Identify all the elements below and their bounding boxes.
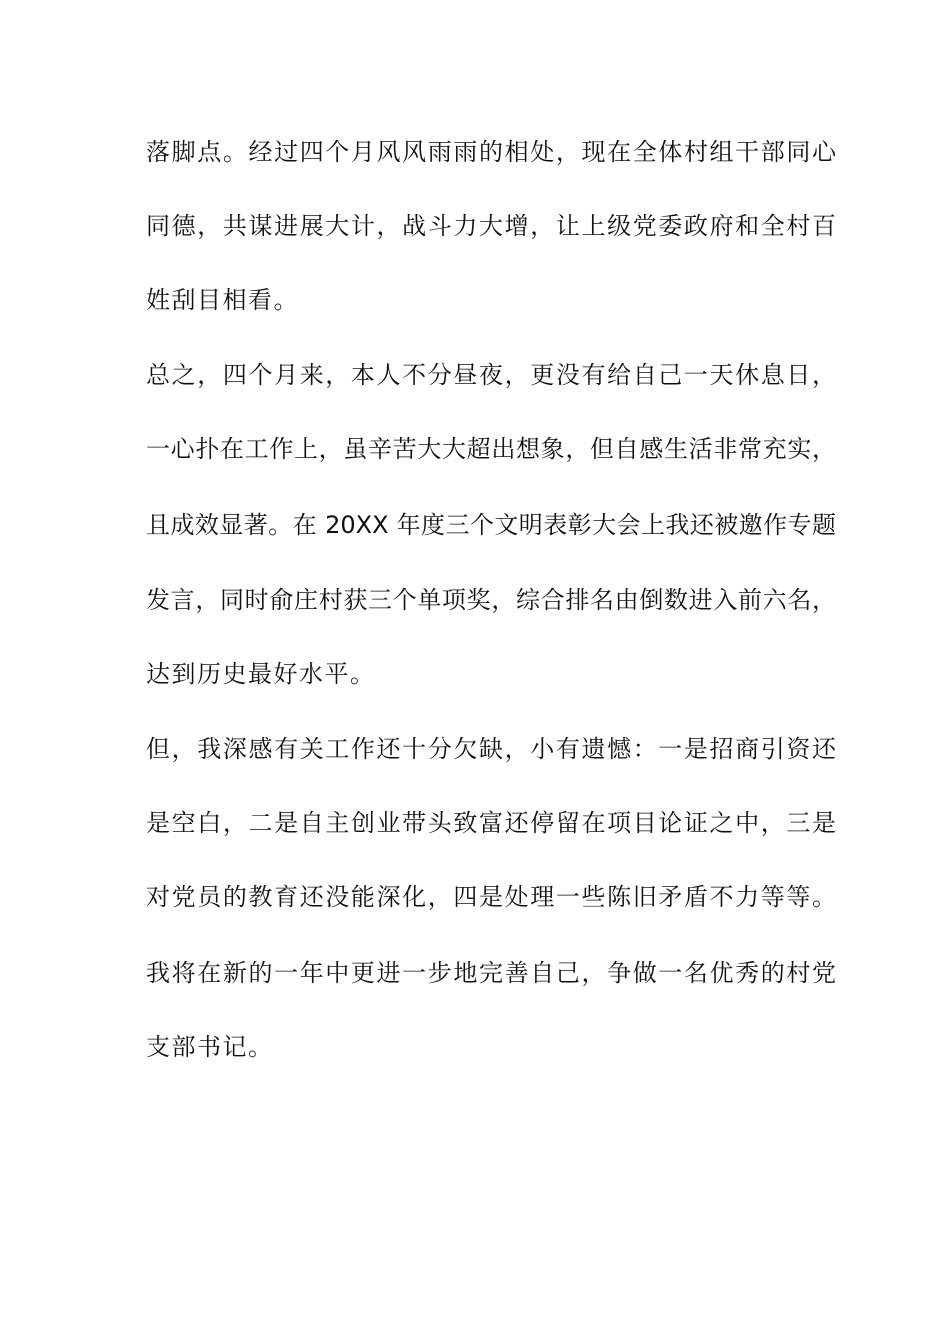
- paragraph-line: 发言，同时俞庄村获三个单项奖，综合排名由倒数进入前六名，: [146, 586, 836, 614]
- paragraph-line: 落脚点。经过四个月风风雨雨的相处，现在全体村组干部同心: [146, 138, 836, 166]
- paragraph-line: 达到历史最好水平。: [146, 660, 376, 688]
- paragraph-line: 且成效显著。在 20XX 年度三个文明表彰大会上我还被邀作专题: [146, 511, 836, 539]
- paragraph-line: 同德，共谋进展大计，战斗力大增，让上级党委政府和全村百: [146, 212, 836, 240]
- paragraph-line: 总之，四个月来，本人不分昼夜，更没有给自己一天休息日，: [146, 361, 836, 389]
- paragraph-line: 是空白，二是自主创业带头致富还停留在项目论证之中，三是: [146, 809, 836, 837]
- paragraph-line: 但，我深感有关工作还十分欠缺，小有遗憾：一是招商引资还: [146, 735, 836, 763]
- paragraph-line: 姓刮目相看。: [146, 286, 299, 314]
- paragraph-line: 一心扑在工作上，虽辛苦大大超出想象，但自感生活非常充实，: [146, 435, 836, 463]
- paragraph-line: 我将在新的一年中更进一步地完善自己，争做一名优秀的村党: [146, 959, 836, 987]
- paragraph-line: 支部书记。: [146, 1033, 274, 1061]
- paragraph-line: 对党员的教育还没能深化，四是处理一些陈旧矛盾不力等等。: [146, 883, 836, 911]
